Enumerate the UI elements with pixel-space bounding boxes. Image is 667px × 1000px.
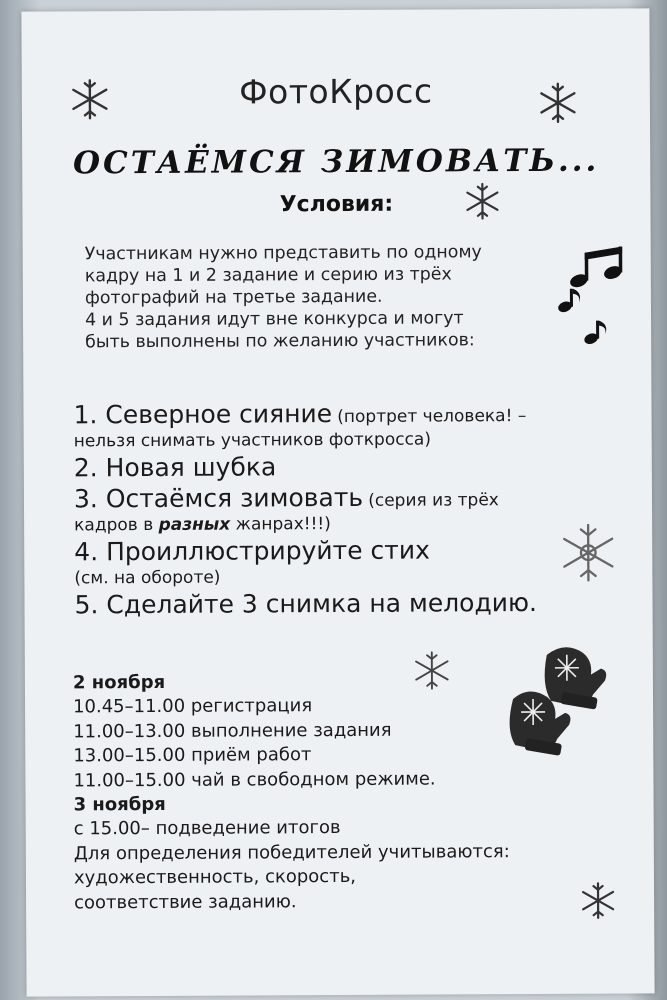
schedule-line: соответствие заданию.: [74, 890, 297, 913]
task-note: нельзя снимать участников фоткросса): [73, 429, 432, 452]
task-title: 4. Проиллюстрируйте стих: [74, 535, 430, 567]
task-note: (см. на обороте): [74, 567, 221, 589]
task-title: 2. Новая шубка: [73, 452, 277, 483]
task-title: 1. Северное сияние: [73, 399, 333, 430]
task-title: 3. Остаёмся зимовать: [73, 482, 364, 514]
flyer-sheet: [21, 8, 654, 996]
schedule-day-heading: 2 ноября: [72, 671, 166, 694]
task-note-part: кадров в: [74, 514, 159, 536]
task-note: [74, 511, 634, 536]
schedule-line: 10.45–11.00 регистрация: [73, 695, 313, 718]
task-item: [74, 480, 634, 514]
schedule-line: 13.00–15.00 приём работ: [73, 744, 312, 767]
task-note: (серия из трёх: [368, 490, 499, 511]
task-title: 5. Сделайте 3 снимка на мелодию.: [74, 587, 538, 620]
schedule-line: 11.00–13.00 выполнение задания: [73, 719, 392, 742]
conditions-heading: Условия:: [279, 191, 394, 218]
schedule-day-heading: 3 ноября: [73, 793, 166, 816]
schedule: [73, 668, 634, 915]
schedule-line: с 15.00– подведение итогов: [73, 816, 341, 840]
task-note-emphasis: разных: [158, 514, 231, 535]
intro-text: Участникам нужно представить по одному кадру на 1 и 2 задание и серию из трёх фотографий на третье задание. 4 и 5 задания идут вне конкурса и могут быть выполнены по желанию участников:: [84, 242, 482, 353]
schedule-line: художественность, скорость,: [73, 865, 357, 889]
task-list: [73, 396, 634, 620]
page-title: ФотоКросс: [239, 71, 433, 112]
page-subtitle: ОСТАЁМСЯ ЗИМОВАТЬ...: [73, 142, 600, 182]
schedule-line: 11.00–15.00 чай в свободном режиме.: [73, 767, 436, 791]
task-note-part: жанрах!!!): [230, 514, 331, 535]
task-item: [73, 396, 633, 430]
task-note: (портрет человека! –: [337, 406, 527, 428]
schedule-line: Для определения победителей учитываются:: [73, 840, 510, 864]
